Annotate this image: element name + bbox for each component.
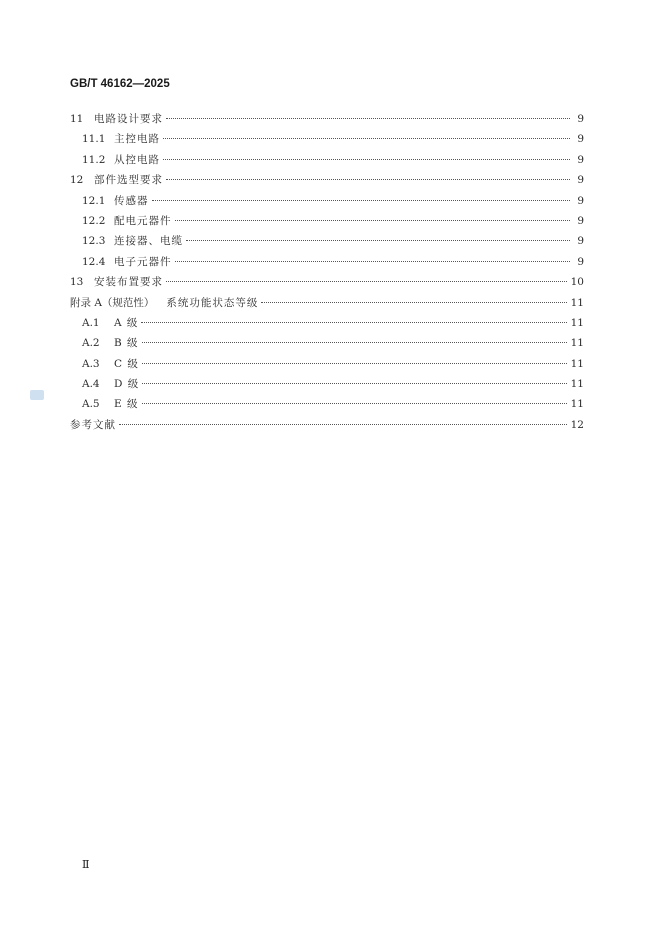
toc-entry-title: 连接器、电缆 <box>114 235 183 248</box>
toc-entry-number: 12 <box>70 174 84 187</box>
toc-entry-title: E 级 <box>114 398 139 411</box>
toc-entry-title: 电子元器件 <box>114 255 172 268</box>
dot-leader <box>166 118 570 119</box>
toc-entry-page: 11 <box>570 316 584 329</box>
toc-entry-page: 10 <box>570 276 584 289</box>
toc-entry-number: 11 <box>70 113 84 125</box>
toc-entry-page: 9 <box>577 214 584 227</box>
toc-entry-number: A.1 <box>82 316 100 329</box>
dot-leader <box>142 363 567 364</box>
toc-entry-number: 12.2 <box>82 214 106 227</box>
toc-entry-page: 9 <box>577 194 584 207</box>
toc-entry-page: 9 <box>577 113 584 125</box>
toc-entry-title: B 级 <box>114 337 139 350</box>
toc-entry-number: 12.4 <box>82 255 106 268</box>
toc-entry-page: 9 <box>577 174 584 187</box>
toc-entry[interactable] <box>70 272 584 292</box>
toc-entry-title: 主控电路 <box>114 133 160 146</box>
toc-entry-title: 部件选型要求 <box>94 174 163 187</box>
dot-leader <box>152 200 571 201</box>
standard-number: GB/T 46162—2025 <box>70 78 170 90</box>
toc-entry-title: D 级 <box>114 378 140 391</box>
toc-entry-page: 11 <box>570 337 584 350</box>
toc-entry-number: 12.3 <box>82 235 106 248</box>
toc-entry-number: A.2 <box>82 337 100 350</box>
toc-entry-page: 11 <box>570 378 584 391</box>
toc-entry-page: 9 <box>577 235 584 248</box>
toc-entry-number: A.3 <box>82 357 100 370</box>
dot-leader <box>175 220 571 221</box>
toc-entry[interactable] <box>70 333 584 353</box>
dot-leader <box>175 261 571 262</box>
dot-leader <box>142 342 567 343</box>
toc-entry-title: 配电元器件 <box>114 214 172 227</box>
toc-entry-title: 传感器 <box>114 194 149 207</box>
toc-entry[interactable] <box>70 394 584 414</box>
toc-entry[interactable] <box>70 374 584 394</box>
dot-leader <box>141 322 566 323</box>
side-watermark-logo <box>30 390 44 400</box>
toc-entry[interactable] <box>70 191 584 211</box>
toc-entry[interactable] <box>70 129 584 149</box>
toc-entry-number: 12.1 <box>82 194 106 207</box>
toc-entry[interactable] <box>70 150 584 170</box>
toc-entry-references[interactable] <box>70 415 584 435</box>
dot-leader <box>163 159 570 160</box>
toc-entry-number: 11.2 <box>82 153 106 166</box>
toc-entry-appendix[interactable] <box>70 293 584 313</box>
toc-entry-page: 11 <box>570 398 584 411</box>
toc-entry-title: A 级 <box>114 316 139 329</box>
toc-entry-number: A.4 <box>82 378 100 391</box>
toc-entry-page: 11 <box>570 296 584 309</box>
page-folio: Ⅱ <box>82 858 90 871</box>
toc-entry[interactable] <box>70 354 584 374</box>
toc-entry-number: A.5 <box>82 398 100 411</box>
toc-entry-title: 从控电路 <box>114 153 160 166</box>
toc-entry-page: 11 <box>570 357 584 370</box>
toc-entry-title: 系统功能状态等级 <box>166 296 259 309</box>
toc-entry-title: 安装布置要求 <box>94 276 163 289</box>
toc-entry-page: 9 <box>577 153 584 166</box>
toc-entry[interactable] <box>70 170 584 190</box>
table-of-contents <box>70 109 584 435</box>
toc-entry-page: 12 <box>570 418 584 431</box>
toc-entry[interactable] <box>70 109 584 129</box>
dot-leader <box>261 302 566 303</box>
dot-leader <box>166 179 570 180</box>
toc-entry-number: 附录 A（规范性） <box>70 296 155 309</box>
toc-entry-number: 11.1 <box>82 133 106 146</box>
dot-leader <box>142 403 567 404</box>
toc-entry-title: 参考文献 <box>70 418 116 431</box>
toc-entry-number: 13 <box>70 276 84 289</box>
dot-leader <box>163 138 570 139</box>
dot-leader <box>142 383 566 384</box>
toc-entry[interactable] <box>70 211 584 231</box>
toc-entry[interactable] <box>70 252 584 272</box>
toc-entry[interactable] <box>70 231 584 251</box>
dot-leader <box>119 424 567 425</box>
toc-entry-title: 电路设计要求 <box>94 113 163 125</box>
toc-entry-title: C 级 <box>114 357 139 370</box>
toc-entry-page: 9 <box>577 133 584 146</box>
dot-leader <box>166 281 567 282</box>
dot-leader <box>186 240 570 241</box>
toc-entry[interactable] <box>70 313 584 333</box>
toc-entry-page: 9 <box>577 255 584 268</box>
